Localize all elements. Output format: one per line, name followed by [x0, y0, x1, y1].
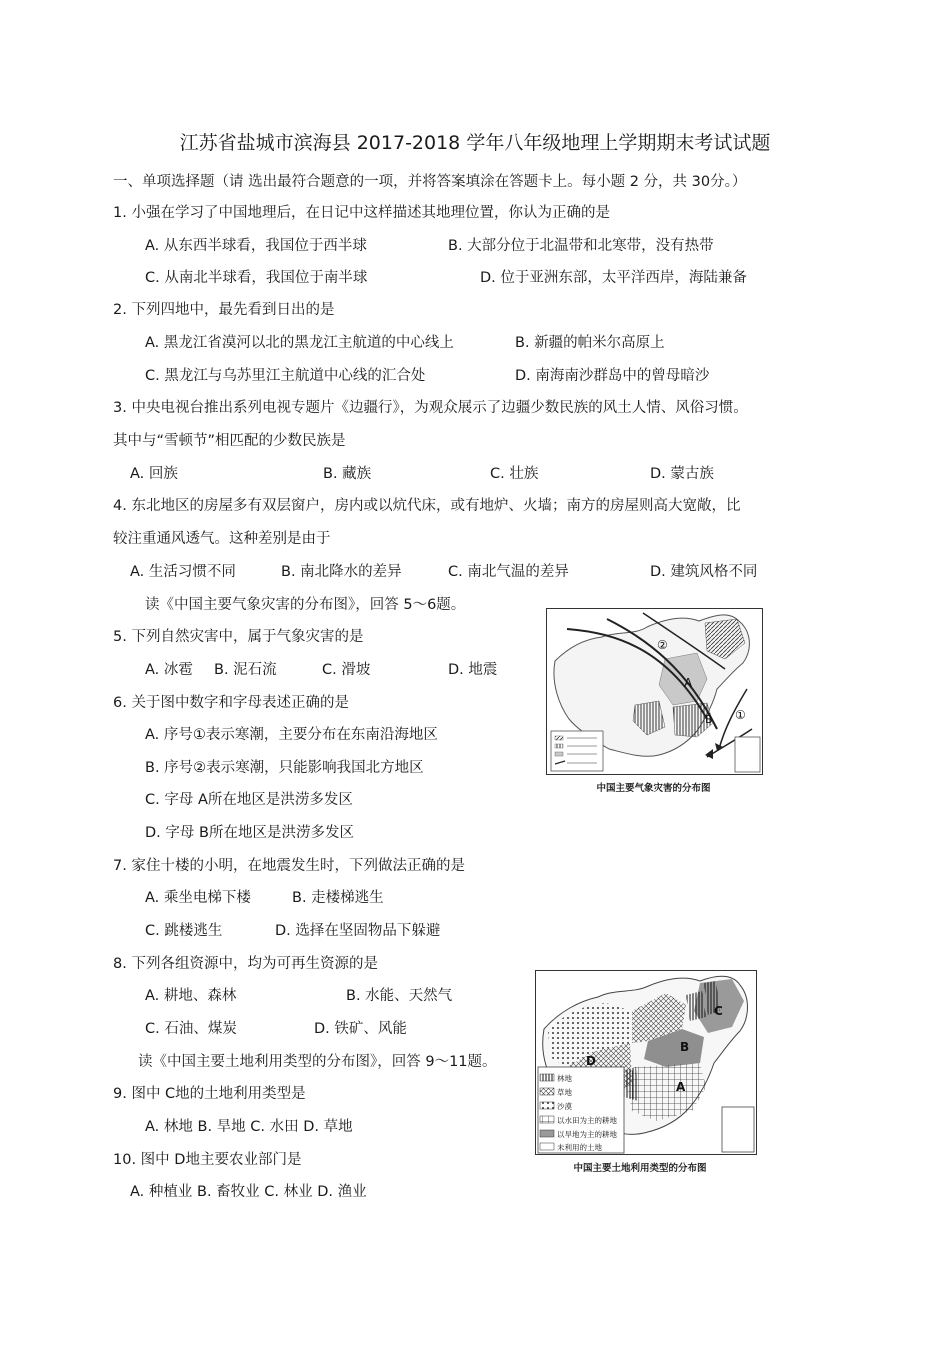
q4-option-a: A. 生活习惯不同	[130, 564, 236, 580]
land-use-label-d: D	[586, 1054, 596, 1068]
q3-option-a: A. 回族	[130, 466, 178, 482]
land-use-label-a: A	[676, 1080, 686, 1094]
land-use-map	[535, 970, 757, 1155]
q6-option-d: D. 字母 B所在地区是洪涝多发区	[145, 825, 354, 841]
q6-option-a: A. 序号①表示寒潮，主要分布在东南沿海地区	[145, 727, 438, 743]
q7-option-c: C. 跳楼逃生	[145, 923, 223, 939]
q5-option-d: D. 地震	[448, 662, 498, 678]
disaster-map-label-b: B	[705, 713, 713, 726]
legend-desert: 沙漠	[557, 1102, 572, 1111]
reading-prompt-2: 读《中国主要土地利用类型的分布图》，回答 9～11题。	[138, 1054, 497, 1070]
q6-stem: 6. 关于图中数字和字母表述正确的是	[113, 695, 349, 711]
land-use-label-c: C	[714, 1004, 723, 1018]
q5-option-c: C. 滑坡	[322, 662, 371, 678]
section-heading: 一、单项选择题（请 选出最符合题意的一项，并将答案填涂在答题卡上。每小题 2 分，共 30分。）	[113, 174, 747, 190]
q1-option-d: D. 位于亚洲东部，太平洋西岸，海陆兼备	[480, 270, 747, 286]
q1-option-b: B. 大部分位于北温带和北寒带，没有热带	[448, 238, 714, 254]
q1-option-a: A. 从东西半球看，我国位于西半球	[145, 238, 367, 254]
page-title: 江苏省盐城市滨海县 2017-2018 学年八年级地理上学期期末考试试题	[179, 132, 771, 154]
disaster-map-label-1: ①	[735, 708, 746, 722]
q10-options: A. 种植业 B. 畜牧业 C. 林业 D. 渔业	[130, 1184, 367, 1200]
q2-option-c: C. 黑龙江与乌苏里江主航道中心线的汇合处	[145, 368, 426, 384]
q6-option-c: C. 字母 A所在地区是洪涝多发区	[145, 792, 353, 808]
q8-option-d: D. 铁矿、风能	[314, 1021, 407, 1037]
q8-option-a: A. 耕地、森林	[145, 988, 237, 1004]
q7-stem: 7. 家住十楼的小明，在地震发生时，下列做法正确的是	[113, 858, 465, 874]
q10-stem: 10. 图中 D地主要农业部门是	[113, 1152, 302, 1168]
q5-stem: 5. 下列自然灾害中，属于气象灾害的是	[113, 629, 364, 645]
q1-option-c: C. 从南北半球看，我国位于南半球	[145, 270, 368, 286]
q4-stem-line2: 较注重通风透气。这种差别是由于	[113, 531, 331, 547]
q7-option-b: B. 走楼梯逃生	[292, 890, 384, 906]
reading-prompt-1: 读《中国主要气象灾害的分布图》，回答 5～6题。	[145, 597, 466, 613]
q9-stem: 9. 图中 C地的土地利用类型是	[113, 1086, 306, 1102]
q2-option-b: B. 新疆的帕米尔高原上	[515, 335, 665, 351]
q7-option-d: D. 选择在坚固物品下躲避	[275, 923, 441, 939]
q7-option-a: A. 乘坐电梯下楼	[145, 890, 251, 906]
legend-forest: 林地	[557, 1074, 572, 1083]
legend-grassland: 草地	[557, 1088, 572, 1097]
legend-paddy: 以水田为主的耕地	[557, 1116, 617, 1125]
land-use-map-graphic	[536, 971, 756, 1154]
q3-option-d: D. 蒙古族	[650, 466, 714, 482]
q3-stem-line2: 其中与“雪顿节”相匹配的少数民族是	[113, 433, 346, 449]
disaster-map-label-2: ②	[657, 638, 668, 652]
land-use-map-caption: 中国主要土地利用类型的分布图	[573, 1163, 707, 1174]
q6-option-b: B. 序号②表示寒潮，只能影响我国北方地区	[145, 760, 424, 776]
disaster-map-graphic	[547, 609, 762, 774]
legend-unused: 未利用的土地	[557, 1143, 602, 1152]
q4-option-c: C. 南北气温的差异	[448, 564, 569, 580]
q8-option-c: C. 石油、煤炭	[145, 1021, 237, 1037]
q2-option-a: A. 黑龙江省漠河以北的黑龙江主航道的中心线上	[145, 335, 454, 351]
disaster-map-label-a: A	[684, 676, 693, 690]
q8-option-b: B. 水能、天然气	[346, 988, 453, 1004]
q3-stem-line1: 3. 中央电视台推出系列电视专题片《边疆行》，为观众展示了边疆少数民族的风土人情、风俗习惯。	[113, 400, 748, 416]
q2-stem: 2. 下列四地中，最先看到日出的是	[113, 302, 335, 318]
q5-option-a: A. 冰雹	[145, 662, 193, 678]
q3-option-c: C. 壮族	[490, 466, 539, 482]
q8-stem: 8. 下列各组资源中，均为可再生资源的是	[113, 956, 378, 972]
q4-stem-line1: 4. 东北地区的房屋多有双层窗户，房内或以炕代床，或有地炉、火墙；南方的房屋则高大宽敞，比	[113, 498, 741, 514]
legend-dryland: 以旱地为主的耕地	[557, 1130, 617, 1139]
q4-option-b: B. 南北降水的差异	[281, 564, 402, 580]
land-use-label-b: B	[680, 1040, 690, 1054]
q9-options: A. 林地 B. 旱地 C. 水田 D. 草地	[145, 1119, 353, 1135]
q3-option-b: B. 藏族	[323, 466, 372, 482]
q4-option-d: D. 建筑风格不同	[650, 564, 758, 580]
q5-option-b: B. 泥石流	[214, 662, 277, 678]
q1-stem: 1. 小强在学习了中国地理后，在日记中这样描述其地理位置，你认为正确的是	[113, 205, 610, 221]
disaster-map	[546, 608, 763, 775]
q2-option-d: D. 南海南沙群岛中的曾母暗沙	[515, 368, 710, 384]
disaster-map-caption: 中国主要气象灾害的分布图	[596, 783, 711, 794]
